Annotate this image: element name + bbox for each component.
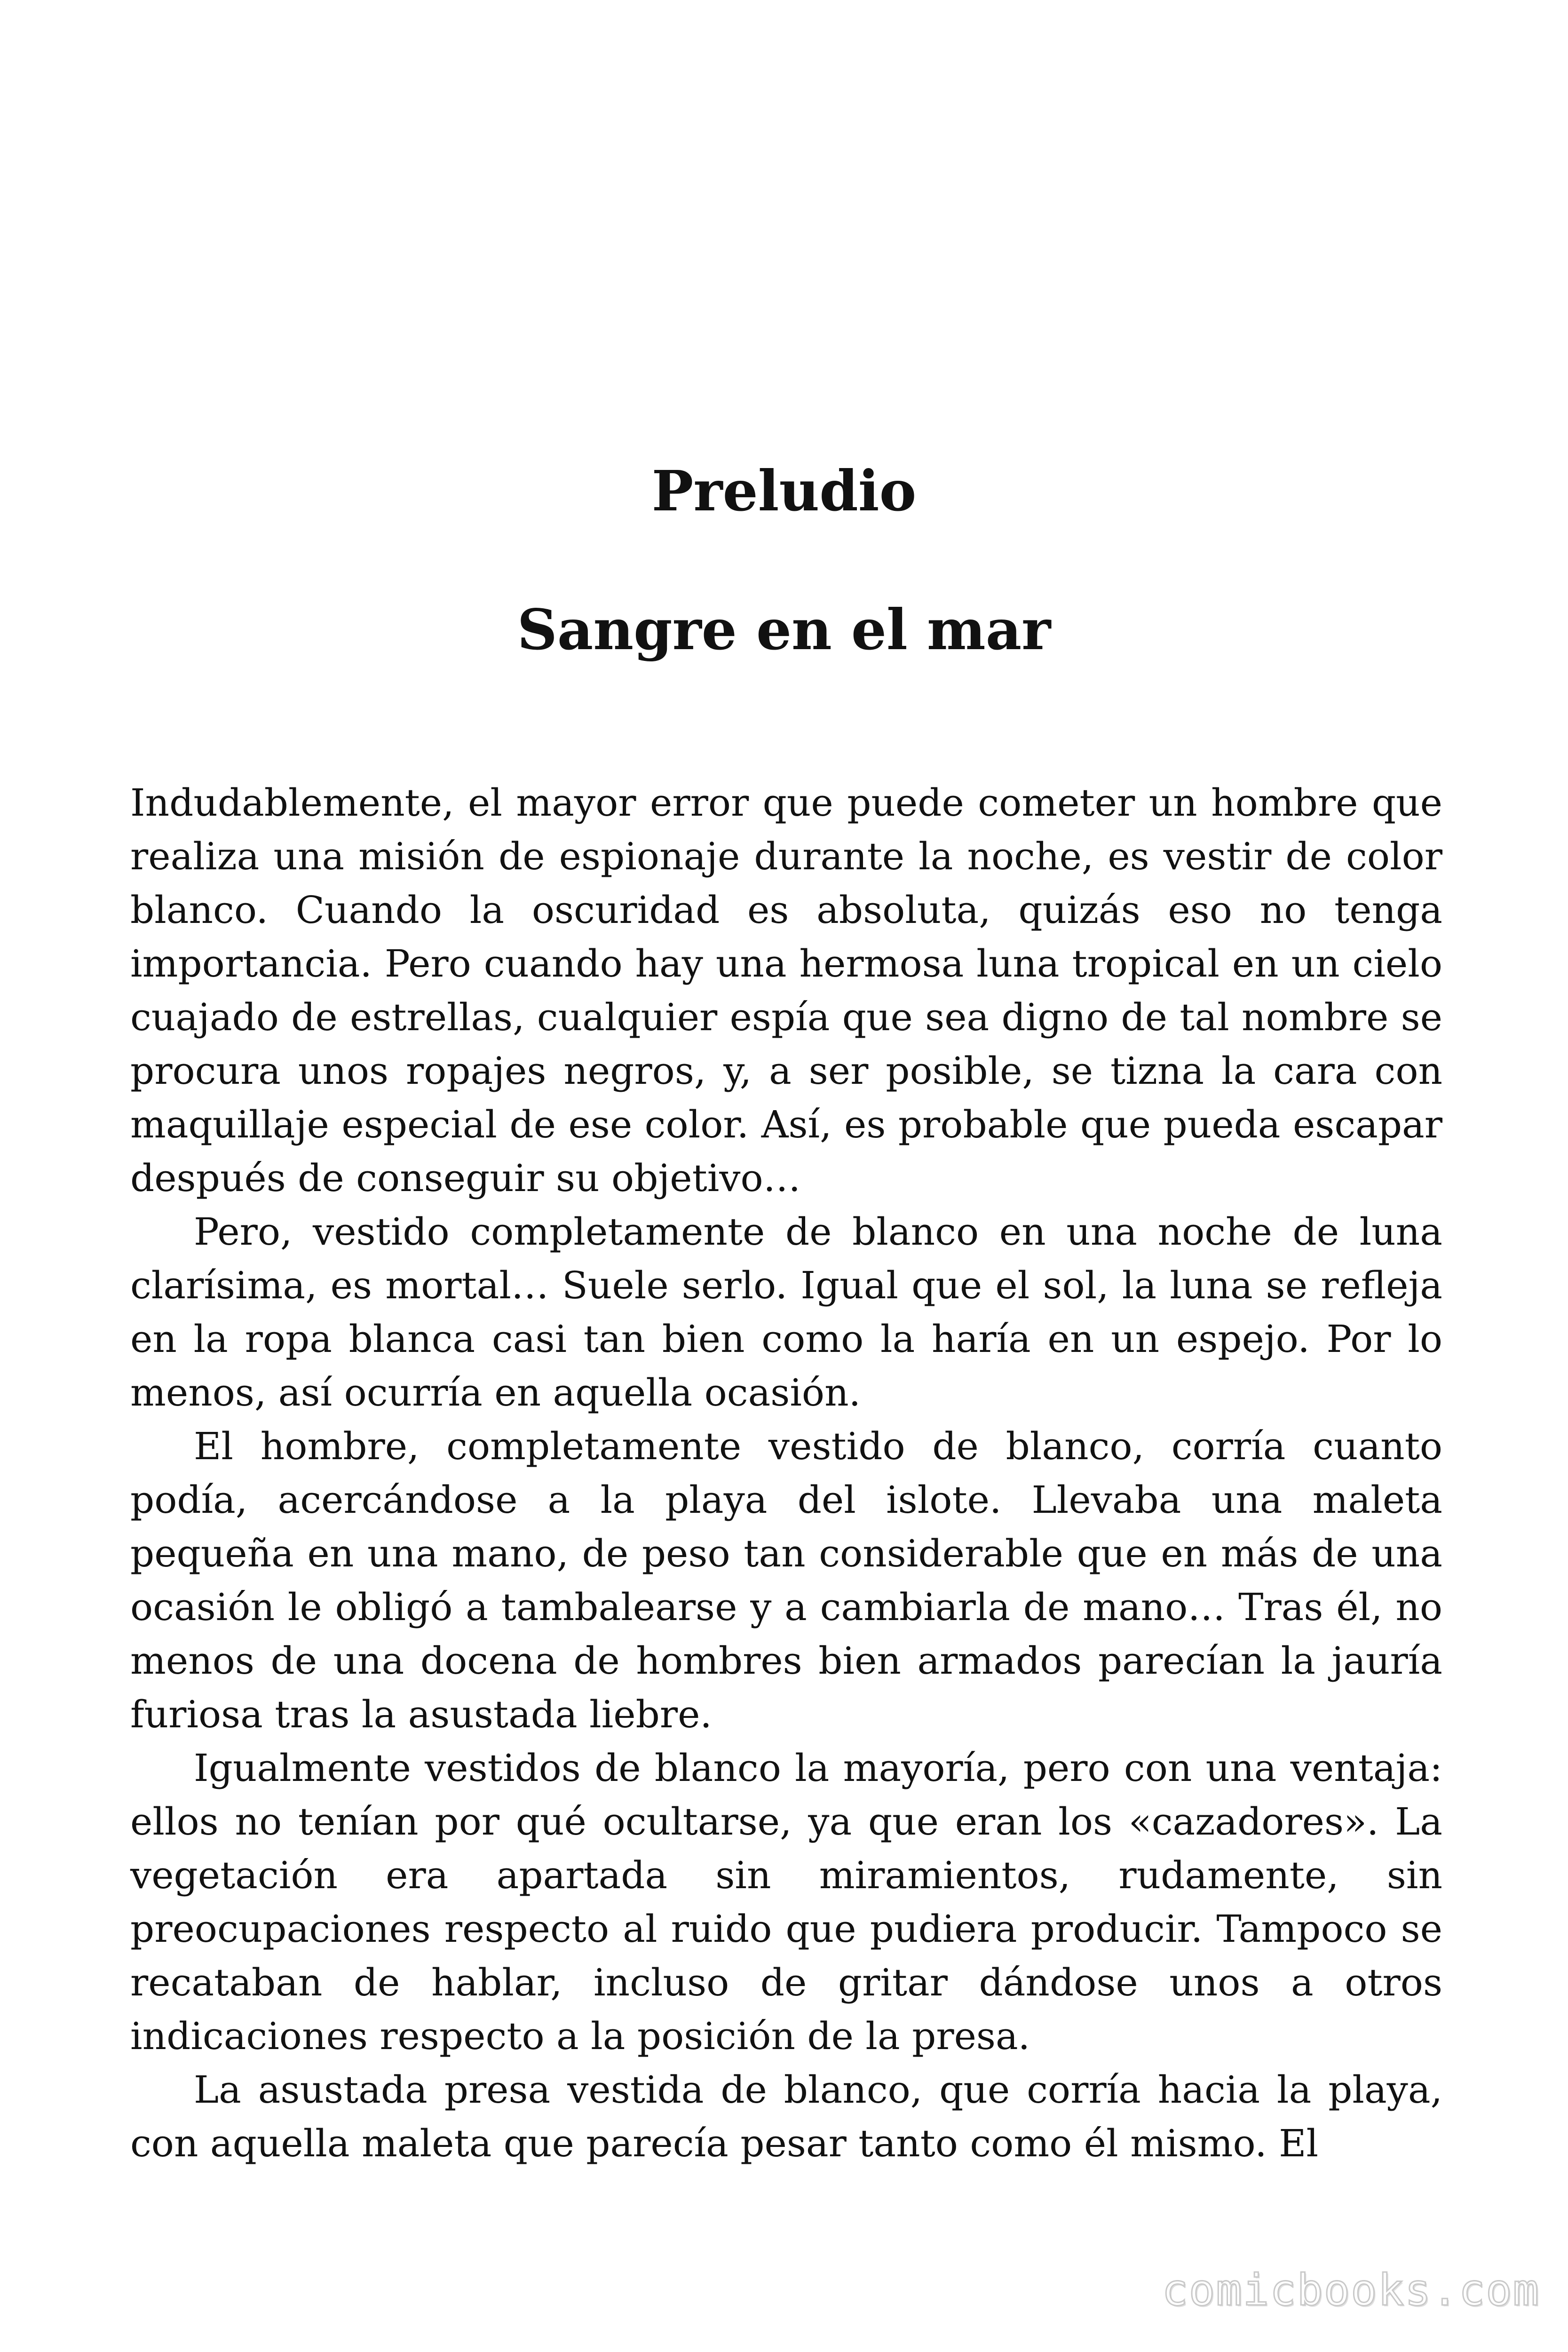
paragraph: Pero, vestido completamente de blanco en una noche de luna clarísima, es mortal… Suele serlo. Igual que el sol, la luna se refleja en la ropa blanca casi tan bien como la haría en un espejo. Por lo menos, así ocurría en aquella ocasión. (130, 1210, 1442, 1414)
body-text (130, 776, 1442, 2170)
paragraph: La asustada presa vestida de blanco, que corría hacia la playa, con aquella maleta que parecía pesar tanto como él mismo. El (130, 2068, 1442, 2165)
paragraph: El hombre, completamente vestido de blanco, corría cuanto podía, acercándose a la playa del islote. Llevaba una maleta pequeña en una mano, de peso tan considerable que en más de una ocasión le obligó a tambalearse y a cambiarla de mano… Tras él, no menos de una docena de hombres bien armados parecían la jauría furiosa tras la asustada liebre. (130, 1424, 1442, 1736)
paragraph: Igualmente vestidos de blanco la mayoría, pero con una ventaja: ellos no tenían por qué ocultarse, ya que eran los «cazadores». La vegetación era apartada sin miramientos, rudamente, sin preocupaciones respecto al ruido que pudiera producir. Tampoco se recataban de hablar, incluso de gritar dándose unos a otros indicaciones respecto a la posición de la presa. (130, 1746, 1442, 2058)
chapter-label: Preludio (651, 458, 917, 524)
chapter-title: Sangre en el mar (517, 597, 1051, 662)
paragraph: Indudablemente, el mayor error que puede cometer un hombre que realiza una misión de espionaje durante la noche, es vestir de color blanco. Cuando la oscuridad es absoluta, quizás eso no tenga importancia. Pero cuando hay una hermosa luna tropical en un cielo cuajado de estrellas, cualquier espía que sea digno de tal nombre se procura unos ropajes negros, y, a ser posible, se tizna la cara con maquillaje especial de ese color. Así, es probable que pueda escapar después de conseguir su objetivo… (130, 781, 1442, 1200)
watermark: comicbooks.com (1162, 2265, 1540, 2315)
